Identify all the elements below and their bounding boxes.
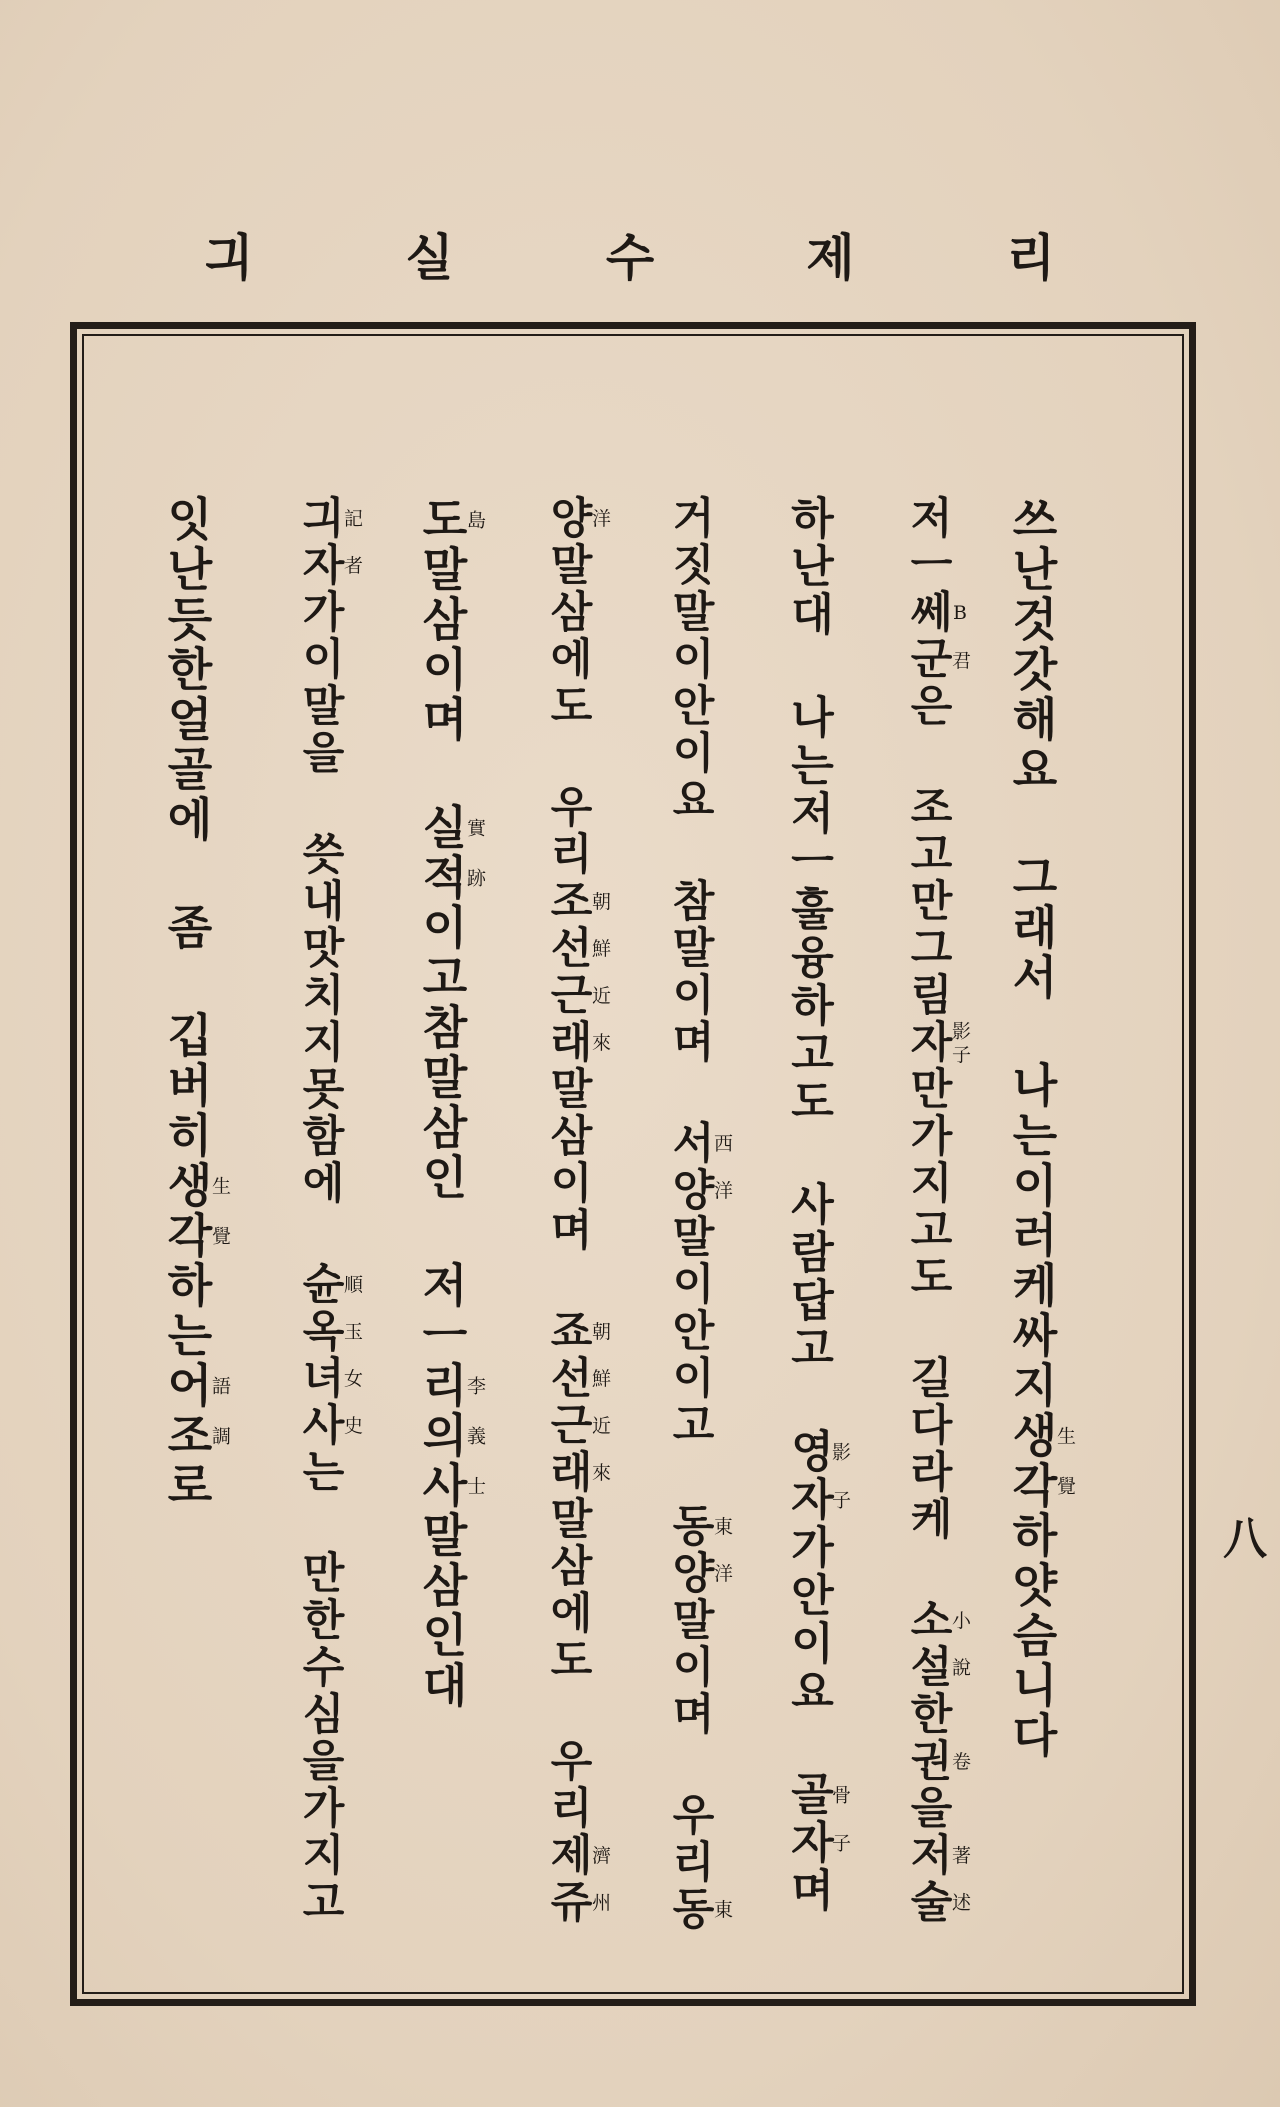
text-run: 잇난듯한얼골에 좀 깁버히: [160, 495, 214, 1161]
glossed-word-base: 근래: [543, 972, 593, 1066]
glossed-word: [543, 1832, 611, 1926]
glossed-word-base: 양: [543, 495, 593, 542]
glossed-word: [903, 1019, 971, 1066]
glossed-word: [415, 495, 486, 545]
glossed-word: [903, 1738, 971, 1785]
glossed-word-base: 영자: [782, 1428, 834, 1524]
text-run: 말이며 우리: [665, 1597, 715, 1886]
hanja-gloss: 濟州: [589, 1832, 611, 1926]
text-run: 말삼에도 우리: [543, 542, 593, 878]
glossed-word-base: 슌옥녀사: [295, 1261, 345, 1449]
text-column-4: [662, 495, 732, 1945]
glossed-word-base: 권: [903, 1738, 953, 1785]
running-header: [205, 228, 1055, 288]
text-column-8: [160, 495, 230, 1945]
text-run: 말삼이며: [543, 1066, 593, 1308]
glossed-word: [903, 589, 971, 683]
header-char: 긔: [205, 228, 254, 287]
header-char: 수: [605, 228, 655, 287]
text-run: 가안이요: [782, 1524, 834, 1771]
hanja-gloss: 朝鮮: [589, 878, 611, 972]
text-run: 은 조고만그림: [903, 683, 953, 1019]
hanja-gloss: 著述: [949, 1832, 971, 1926]
glossed-word: [1005, 1411, 1076, 1511]
glossed-word-base: 리의사: [415, 1361, 469, 1511]
glossed-word: [415, 1361, 486, 1511]
hanja-gloss: 卷: [949, 1738, 971, 1785]
glossed-word: [160, 1361, 231, 1461]
glossed-word: [415, 803, 486, 903]
glossed-word: [543, 972, 611, 1066]
text-run: 을: [903, 1785, 953, 1832]
glossed-word-base: 죠선: [543, 1308, 593, 1402]
glossed-word: [543, 1402, 611, 1496]
glossed-word-base: 생각: [160, 1161, 214, 1261]
hanja-gloss: 小說: [949, 1597, 971, 1691]
text-run: 며: [782, 1867, 834, 1915]
hanja-gloss: 實跡: [464, 803, 486, 903]
hanja-gloss: 骨子: [829, 1771, 851, 1867]
glossed-word-base: 소설: [903, 1597, 953, 1691]
hanja-gloss: 近來: [589, 1402, 611, 1496]
hanja-gloss: 朝鮮: [589, 1308, 611, 1402]
glossed-word-base: 근래: [543, 1402, 593, 1496]
glossed-word: [543, 878, 611, 972]
hanja-gloss: 洋: [589, 495, 611, 542]
hanja-gloss: B君: [949, 589, 971, 683]
text-column-2: [900, 495, 970, 1945]
glossed-word: [665, 1120, 733, 1214]
glossed-word: [160, 1161, 231, 1261]
hanja-gloss: 順玉女史: [341, 1261, 363, 1449]
glossed-word: [903, 1832, 971, 1926]
hanja-gloss: 西洋: [711, 1120, 733, 1214]
hanja-gloss: 東洋: [711, 1503, 733, 1597]
glossed-word-base: 쎄군: [903, 589, 953, 683]
page-number: 八: [1215, 1515, 1266, 1559]
glossed-word: [782, 1428, 851, 1524]
glossed-word-base: 긔자: [295, 495, 345, 589]
glossed-word-base: 생각: [1005, 1411, 1059, 1511]
hanja-gloss: 李義士: [464, 1361, 486, 1511]
text-run: 로: [160, 1461, 214, 1511]
hanja-gloss: 生覺: [209, 1161, 231, 1261]
hanja-gloss: 近來: [589, 972, 611, 1066]
glossed-word-base: 도: [415, 495, 469, 545]
text-run: 하난대 나는저ㅡ훌융하고도 사람답고: [782, 495, 834, 1428]
text-column-1: [1005, 495, 1075, 1945]
text-run: 거짓말이안이요 참말이며: [665, 495, 715, 1120]
text-column-7: [292, 495, 362, 1945]
header-char: 실: [405, 228, 454, 287]
glossed-word: [543, 495, 611, 542]
text-run: 말삼에도 우리: [543, 1496, 593, 1832]
text-run: 말삼인대: [415, 1511, 469, 1711]
glossed-word-base: 동양: [665, 1503, 715, 1597]
text-run: 는 만한수심을가지고: [295, 1449, 345, 1926]
text-run: 가이말을 씃내맛치지못함에: [295, 589, 345, 1261]
text-run: 한: [903, 1691, 953, 1738]
glossed-word: [665, 1886, 733, 1933]
glossed-word: [665, 1503, 733, 1597]
glossed-word-base: 조선: [543, 878, 593, 972]
hanja-gloss: 記者: [341, 495, 363, 589]
hanja-gloss: 生覺: [1054, 1411, 1076, 1511]
text-run: 쓰난것갓해요 그래서 나는이러케싸지: [1005, 495, 1059, 1411]
text-run: 말삼이며: [415, 545, 469, 803]
glossed-word: [295, 495, 363, 589]
glossed-word-base: 자: [903, 1019, 953, 1066]
text-run: 하는: [160, 1261, 214, 1361]
glossed-word: [543, 1308, 611, 1402]
text-run: 하얏슴니다: [1005, 1511, 1059, 1761]
glossed-word: [782, 1771, 851, 1867]
glossed-word-base: 저술: [903, 1832, 953, 1926]
text-run: 이고참말삼인 저ㅡ: [415, 903, 469, 1361]
hanja-gloss: 影子: [829, 1428, 851, 1524]
text-column-3: [780, 495, 850, 1945]
glossed-word: [903, 1597, 971, 1691]
header-char: 제: [806, 228, 855, 287]
glossed-word: [295, 1261, 363, 1449]
glossed-word-base: 서양: [665, 1120, 715, 1214]
hanja-gloss: 影子: [949, 1019, 971, 1066]
text-column-5: [540, 495, 610, 1945]
hanja-gloss: 語調: [209, 1361, 231, 1461]
text-run: 만가지고도 길다라케: [903, 1066, 953, 1597]
glossed-word-base: 실적: [415, 803, 469, 903]
glossed-word-base: 제쥬: [543, 1832, 593, 1926]
text-run: 저ㅡ: [903, 495, 953, 589]
text-column-6: [415, 495, 485, 1945]
glossed-word-base: 어조: [160, 1361, 214, 1461]
glossed-word-base: 동: [665, 1886, 715, 1933]
text-run: 말이안이고: [665, 1214, 715, 1503]
header-char: 리: [1006, 228, 1055, 287]
glossed-word-base: 골자: [782, 1771, 834, 1867]
hanja-gloss: 島: [464, 495, 486, 545]
hanja-gloss: 東: [711, 1886, 733, 1933]
